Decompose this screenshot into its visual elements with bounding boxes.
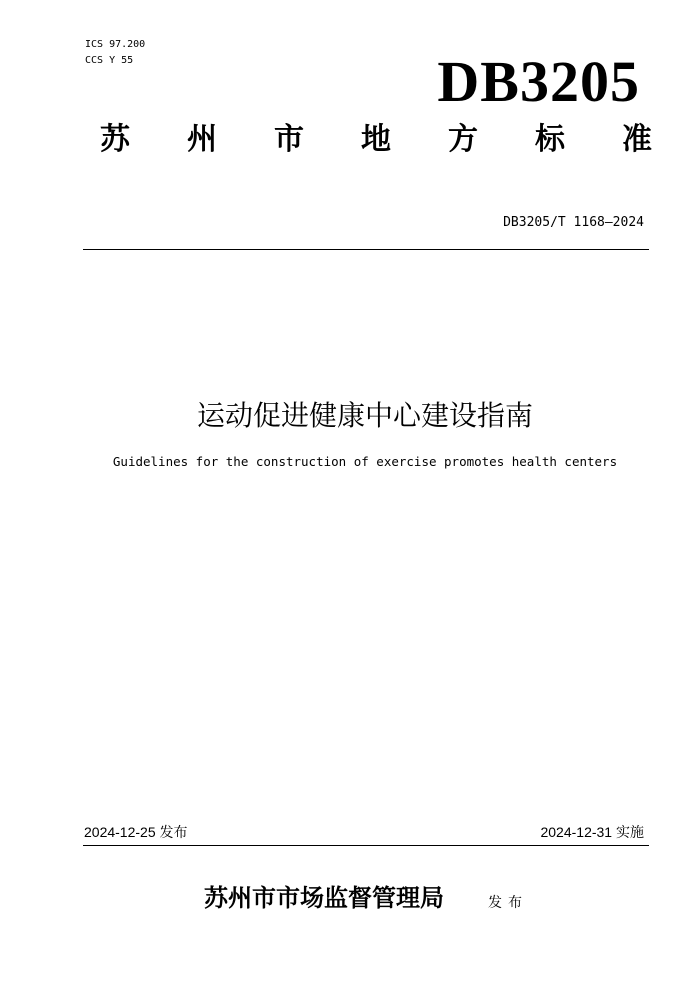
standard-type-char: 准 <box>622 122 652 157</box>
standard-type-char: 苏 <box>100 122 130 157</box>
ccs-code: CCS Y 55 <box>85 55 134 66</box>
standard-type-char: 市 <box>274 122 304 157</box>
standard-type-char: 州 <box>187 122 217 157</box>
issue-label: 发布 <box>488 895 528 911</box>
implement-date: 2024-12-31 实施 <box>540 824 644 840</box>
standard-type-char: 标 <box>535 122 565 157</box>
db-code: DB3205 <box>437 49 640 114</box>
bottom-divider <box>83 845 649 846</box>
publish-date: 2024-12-25 发布 <box>84 824 188 840</box>
classification-codes <box>85 37 145 69</box>
top-divider <box>83 249 649 250</box>
standard-type <box>100 118 652 162</box>
ics-code: ICS 97.200 <box>85 39 146 50</box>
title-chinese: 运动促进健康中心建设指南 <box>196 399 533 432</box>
standard-type-char: 地 <box>361 122 391 157</box>
standard-type-char: 方 <box>448 122 478 157</box>
title-english: Guidelines for the construction of exercise promotes health centers <box>112 454 618 469</box>
standard-number: DB3205/T 1168—2024 <box>503 215 644 230</box>
issuing-authority: 苏州市市场监督管理局 <box>204 883 444 912</box>
